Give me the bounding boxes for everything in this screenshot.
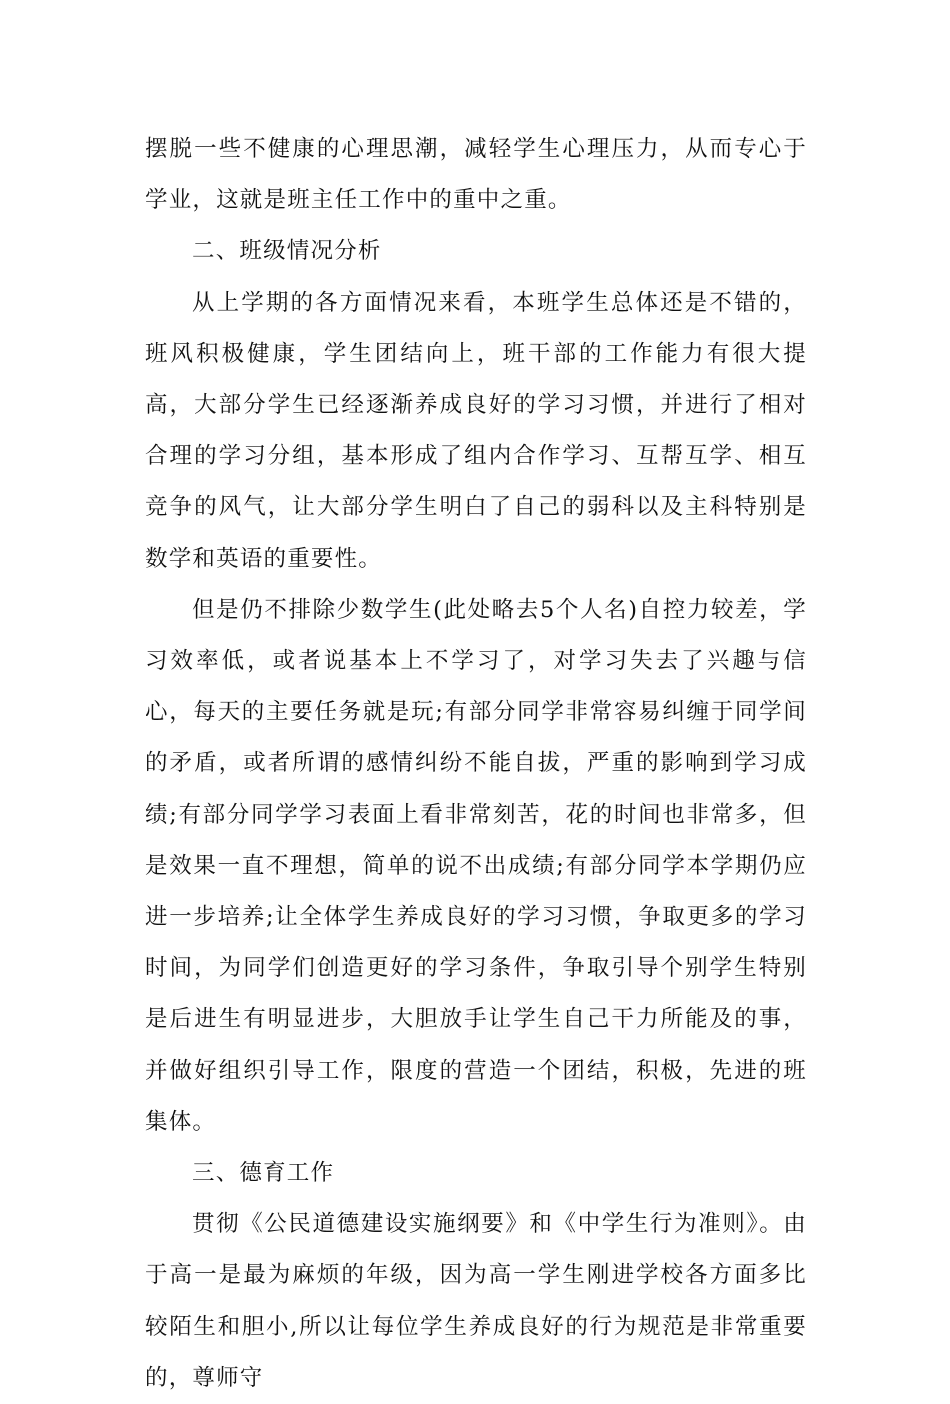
paragraph-intro-continuation: 摆脱一些不健康的心理思潮，减轻学生心理压力，从而专心于学业，这就是班主任工作中的重中之重。 bbox=[145, 136, 807, 214]
paragraph-moral-education: 贯彻《公民道德建设实施纲要》和《中学生行为准则》。由于高一是最为麻烦的年级，因为高一学生刚进学校各方面多比较陌生和胆小,所以让每位学生养成良好的行为规范是非常重要的，尊师守 bbox=[145, 1211, 807, 1391]
document-body bbox=[145, 124, 807, 1404]
paragraph-problem-students: 但是仍不排除少数学生(此处略去5个人名)自控力较差，学习效率低，或者说基本上不学习了，对学习失去了兴趣与信心，每天的主要任务就是玩;有部分同学非常容易纠缠于同学间的矛盾，或者所谓的感情纠纷不能自拔，严重的影响到学习成绩;有部分同学学习表面上看非常刻苦，花的时间也非常多，但是效果一直不理想，简单的说不出成绩;有部分同学本学期仍应进一步培养;让全体学生养成良好的学习习惯，争取更多的学习时间，为同学们创造更好的学习条件，争取引导个别学生特别是后进生有明显进步，大胆放手让学生自己干力所能及的事，并做好组织引导工作，限度的营造一个团结，积极，先进的班集体。 bbox=[145, 596, 807, 1135]
heading-moral-education: 三、德育工作 bbox=[192, 1160, 335, 1187]
heading-class-situation-analysis: 二、班级情况分析 bbox=[192, 238, 382, 265]
paragraph-class-overview: 从上学期的各方面情况来看，本班学生总体还是不错的，班风积极健康，学生团结向上，班干部的工作能力有很大提高，大部分学生已经逐渐养成良好的学习习惯，并进行了相对合理的学习分组，基本形成了组内合作学习、互帮互学、相互竞争的风气，让大部分学生明白了自己的弱科以及主科特别是数学和英语的重要性。 bbox=[145, 289, 807, 572]
